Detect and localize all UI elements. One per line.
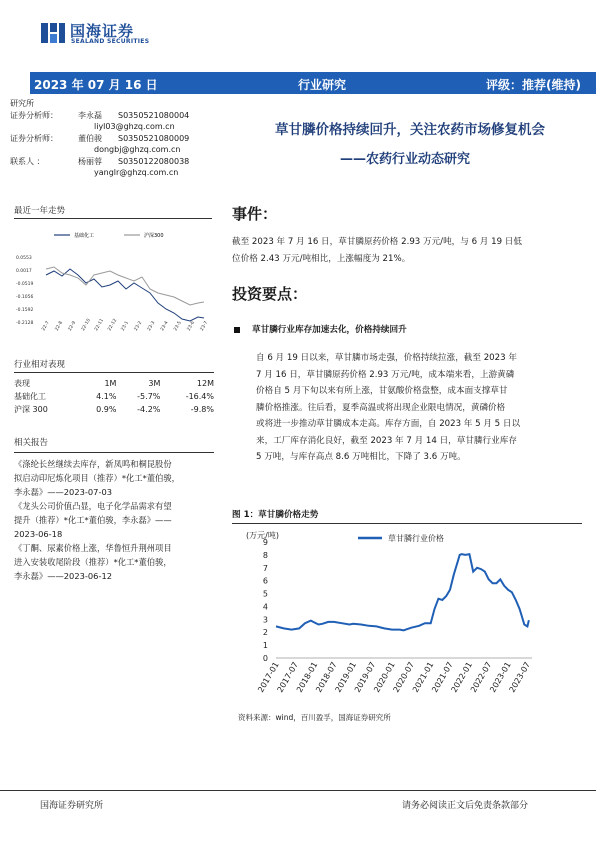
y-tick-label: 2 [262, 628, 268, 638]
institute-label: 研究所 [10, 99, 34, 108]
brand-name-en: SEALAND SECURITIES [71, 38, 150, 45]
footer-divider [0, 790, 596, 791]
performance-table [14, 377, 214, 416]
x-tick-label: 2017-07 [275, 660, 301, 694]
y-tick-label: 3 [262, 615, 268, 625]
trend-y-tick: -0.1056 [16, 295, 34, 300]
analyst-row: 联系人 ： 杨丽蓉 S0350122080038 [10, 156, 190, 166]
report-title: 草甘膦价格持续回升，关注农药市场修复机会 [275, 122, 545, 138]
analyst-email[interactable]: dongbj@ghzq.com.cn [94, 145, 181, 154]
trend-title: 最近一年走势 [14, 204, 212, 219]
report-date: 2023 年 07 月 16 日 [34, 78, 158, 92]
x-tick-label: 2022-01 [449, 660, 475, 694]
trend-x-tick: 23-2 [133, 320, 144, 332]
points-body: 自 6 月 19 日以来，草甘膦市场走强，价格持续拉涨，截至 2023 年 7 月 16 日，草甘膦原药价格 2.93 万元/吨，成本端来看，上游黄磷 价格自 5 月下旬以来有所上涨，甘氨酸价格盘整，成本面支撑草甘 膦价格推涨。往后看，夏季高温或将出现企业限电情况，黄磷价格 或将进一步推动草甘膦成本走高。库存方面，自 2023 年 5 月 5 日以 来，工厂库存消化良好，截至 2023 年 7 月 14 日，草甘膦行业库存 5 万吨，与库存高点 8.6 万吨相比，下降了 3.6 万吨。 [256, 353, 521, 462]
y-tick-label: 7 [262, 563, 268, 573]
analyst-email[interactable]: yanglr@ghzq.com.cn [94, 168, 179, 177]
figure-caption: 图 1：草甘膦价格走势 [232, 508, 582, 524]
table-row: 沪深 300 0.9% -4.2% -9.8% [14, 405, 214, 414]
trend-x-tick: 22-7 [41, 320, 51, 332]
x-tick-label: 2021-01 [410, 660, 436, 694]
performance-title: 行业相对表现 [14, 358, 214, 373]
trend-x-tick: 23-3 [147, 320, 157, 332]
trend-y-tick: -0.1592 [16, 308, 34, 313]
footer-left: 国海证券研究所 [40, 801, 104, 811]
list-item[interactable]: 《丁酮、尿素价格上涨，华鲁恒升荆州项目 进入安装收尾阶段（推荐）*化工*董伯骏， 李永磊》——2023-06-12 [14, 543, 172, 581]
x-tick-label: 2023-07 [507, 660, 533, 694]
y-tick-label: 9 [262, 538, 268, 547]
y-tick-label: 8 [262, 550, 268, 560]
trend-line-hs300 [46, 267, 204, 305]
list-item[interactable]: 《涤纶长丝继续去库存，新凤鸣和桐昆股份 拟启动印尼炼化项目（推荐）*化工*董伯骏， 李永磊》——2023-07-03 [14, 459, 180, 497]
related-reports [14, 436, 214, 583]
bullet-heading: 草甘膦行业库存加速去化，价格持续回升 [234, 323, 407, 335]
trend-x-tick: 23-6 [186, 320, 197, 332]
trend-y-axis [16, 255, 34, 326]
x-tick-label: 2023-01 [488, 660, 513, 694]
analyst-row: 证券分析师： 董伯骏 S0350521080009 [10, 133, 190, 143]
trend-x-tick: 23-5 [173, 320, 183, 332]
trend-x-tick: 22-8 [54, 320, 65, 332]
x-tick-label: 2019-07 [352, 660, 378, 694]
logo-mark-icon [40, 20, 66, 46]
header-banner [30, 72, 596, 94]
trend-y-tick: -0.2128 [16, 321, 34, 326]
table-row: 表现 1M 3M 12M [14, 379, 214, 388]
footer-right: 请务必阅读正文后免责条款部分 [402, 801, 529, 811]
legend-label: 草甘膦行业价格 [388, 534, 444, 543]
brand-logo [40, 18, 190, 48]
analyst-email[interactable]: liyl03@ghzq.com.cn [94, 122, 175, 131]
report-type: 行业研究 [298, 78, 347, 92]
x-tick-label: 2022-07 [468, 660, 494, 694]
x-tick-label: 2020-07 [391, 660, 417, 694]
trend-x-tick: 22-9 [67, 320, 78, 332]
square-bullet-icon [234, 327, 240, 333]
trend-y-tick: 0.0017 [16, 269, 32, 274]
rating: 评级：推荐(维持) [486, 78, 581, 92]
list-item[interactable]: 《龙头公司价值凸显，电子化学品需求有望 提升（推荐）*化工*董伯骏，李永磊》—— 2023-06-18 [14, 501, 172, 539]
x-tick-label: 2017-01 [256, 660, 281, 694]
related-title: 相关报告 [14, 436, 214, 453]
price-chart [232, 524, 582, 710]
table-row: 基础化工 4.1% -5.7% -16.4% [14, 392, 214, 401]
x-tick-label: 2018-07 [314, 660, 339, 694]
event-heading: 事件： [232, 205, 278, 223]
trend-x-tick: 22-12 [107, 318, 119, 332]
trend-line-chem [46, 269, 204, 321]
x-tick-label: 2021-07 [430, 660, 455, 694]
report-subtitle: ——农药行业动态研究 [339, 152, 470, 167]
trend-y-tick: 0.0553 [16, 256, 32, 261]
x-tick-label: 2019-01 [333, 660, 359, 694]
trend-x-tick: 22-10 [81, 318, 92, 332]
legend-chem: 基础化工 [74, 233, 95, 239]
series-line-glyphosate [276, 554, 529, 630]
trend-y-tick: -0.0519 [16, 282, 34, 287]
x-tick-label: 2018-01 [294, 660, 320, 694]
trend-chart [14, 223, 212, 333]
performance-section [14, 358, 214, 416]
trend-x-tick: 22-11 [94, 318, 106, 332]
trend-x-tick: 23-4 [160, 320, 170, 332]
y-tick-label: 1 [262, 641, 268, 651]
points-heading: 投资要点： [232, 285, 308, 303]
legend-hs300: 沪深300 [144, 233, 164, 239]
figure-source: 资料来源：wind，百川盈孚，国海证券研究所 [238, 713, 391, 722]
trend-section [14, 204, 212, 333]
y-tick-label: 0 [262, 654, 268, 663]
analyst-row: 证券分析师： 李永磊 S0350521080004 [10, 110, 190, 120]
y-tick-label: 5 [262, 589, 268, 599]
event-text: 截至 2023 年 7 月 16 日，草甘膦原药价格 2.93 万元/吨，与 6 月 19 日低 位价格 2.43 万元/吨相比，上涨幅度为 21%。 [232, 237, 522, 264]
trend-x-tick: 23-7 [199, 320, 210, 332]
y-tick-label: 6 [262, 576, 268, 586]
y-axis-label: (万元/吨) [246, 531, 279, 540]
brand-name: 国海证券 [70, 22, 135, 40]
y-tick-label: 4 [262, 602, 268, 612]
trend-x-tick: 23-1 [120, 320, 131, 332]
x-tick-label: 2020-01 [372, 660, 397, 694]
